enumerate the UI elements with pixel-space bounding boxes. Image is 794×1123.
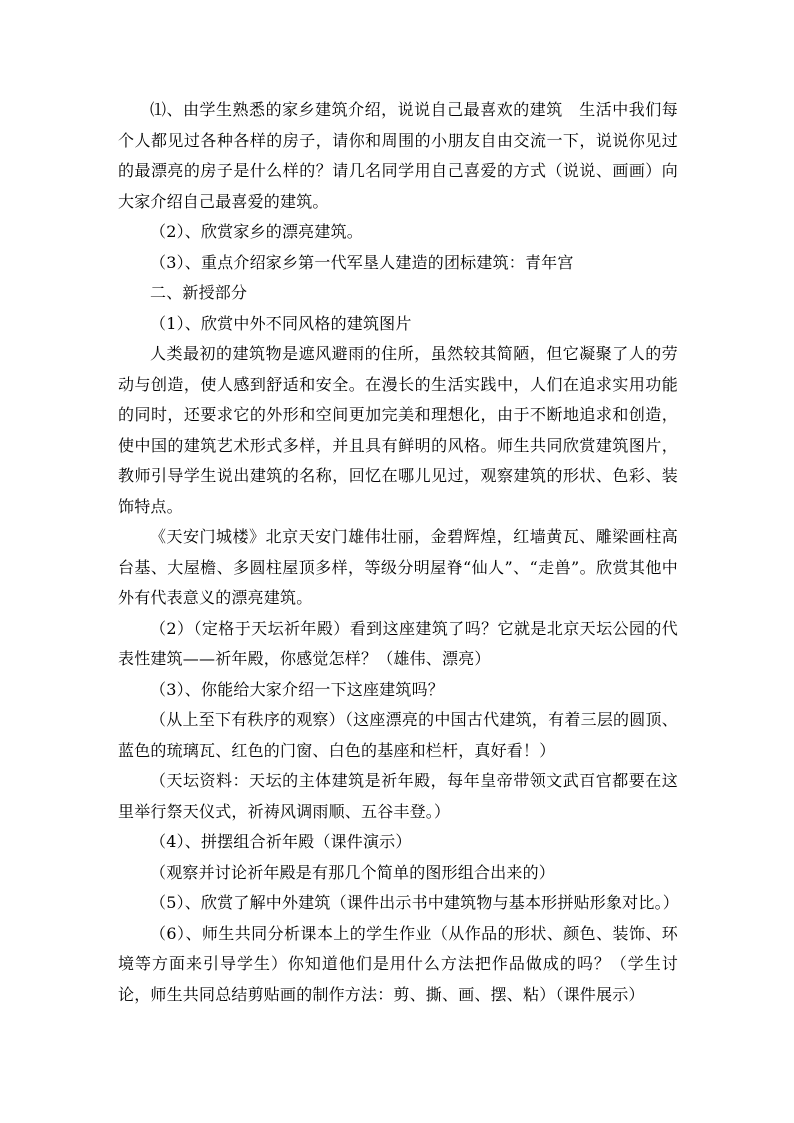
document-body (118, 95, 678, 1010)
paragraph-new-6: （6）、师生共同分析课本上的学生作业（从作品的形状、颜色、装饰、环境等方面来引导学生）你知道他们是用什么方法把作品做成的吗？（学生讨论，师生共同总结剪贴画的制作方法：剪、撕、画、摆、粘）（课件展示） (118, 923, 678, 1004)
paragraph-intro-hometown: ⑴、由学生熟悉的家乡建筑介绍，说说自己最喜欢的建筑 生活中我们每个人都见过各种各样的房子，请你和周围的小朋友自由交流一下，说说你见过的最漂亮的房子是什么样的？请几名同学用自己喜爱的方式（说说、画画）向大家介绍自己最喜爱的建筑。 (118, 100, 678, 211)
paragraph-observation: （从上至下有秩序的观察）（这座漂亮的中国古代建筑，有着三层的圆顶、蓝色的琉璃瓦、红色的门窗、白色的基座和栏杆，真好看！） (118, 710, 678, 760)
paragraph-new-2: （2）（定格于天坛祈年殿）看到这座建筑了吗？它就是北京天坛公园的代表性建筑——祈年殿，你感觉怎样？（雄伟、漂亮） (118, 618, 678, 668)
paragraph-new-5: （5）、欣赏了解中外建筑（课件出示书中建筑物与基本形拼贴形象对比。） (150, 893, 679, 912)
paragraph-step-3: （3）、重点介绍家乡第一代军垦人建造的团标建筑：青年宫 (150, 252, 574, 272)
paragraph-step-2: （2）、欣赏家乡的漂亮建筑。 (150, 222, 363, 241)
section-heading-new-lesson: 二、新授部分 (150, 283, 248, 302)
paragraph-new-4: （4）、拼摆组合祈年殿（课件演示） (150, 832, 412, 851)
paragraph-tiantan-info: （天坛资料：天坛的主体建筑是祈年殿，每年皇帝带领文武百官都要在这里举行祭天仪式，祈祷风调雨顺、五谷丰登。） (118, 771, 678, 821)
paragraph-discussion: （观察并讨论祈年殿是有那几个简单的图形组合出来的） (150, 862, 556, 882)
paragraph-architecture-history: 人类最初的建筑物是遮风避雨的住所，虽然较其简陋，但它凝聚了人的劳动与创造，使人感到舒适和安全。在漫长的生活实践中，人们在追求实用功能的同时，还要求它的外形和空间更加完美和理想化，由于不断地追求和创造，使中国的建筑艺术形式多样，并且具有鲜明的风格。师生共同欣赏建筑图片，教师引导学生说出建筑的名称，回忆在哪儿见过，观察建筑的形状、色彩、装饰特点。 (118, 344, 678, 516)
paragraph-new-3: （3）、你能给大家介绍一下这座建筑吗？ (150, 679, 444, 699)
paragraph-tiananmen: 《天安门城楼》北京天安门雄伟壮丽，金碧辉煌，红墙黄瓦、雕梁画柱高台基、大屋檐、多圆柱屋顶多样，等级分明屋脊“仙人”、“走兽”。欣赏其他中外有代表意义的漂亮建筑。 (118, 527, 678, 607)
paragraph-new-1: （1）、欣赏中外不同风格的建筑图片 (150, 313, 412, 333)
